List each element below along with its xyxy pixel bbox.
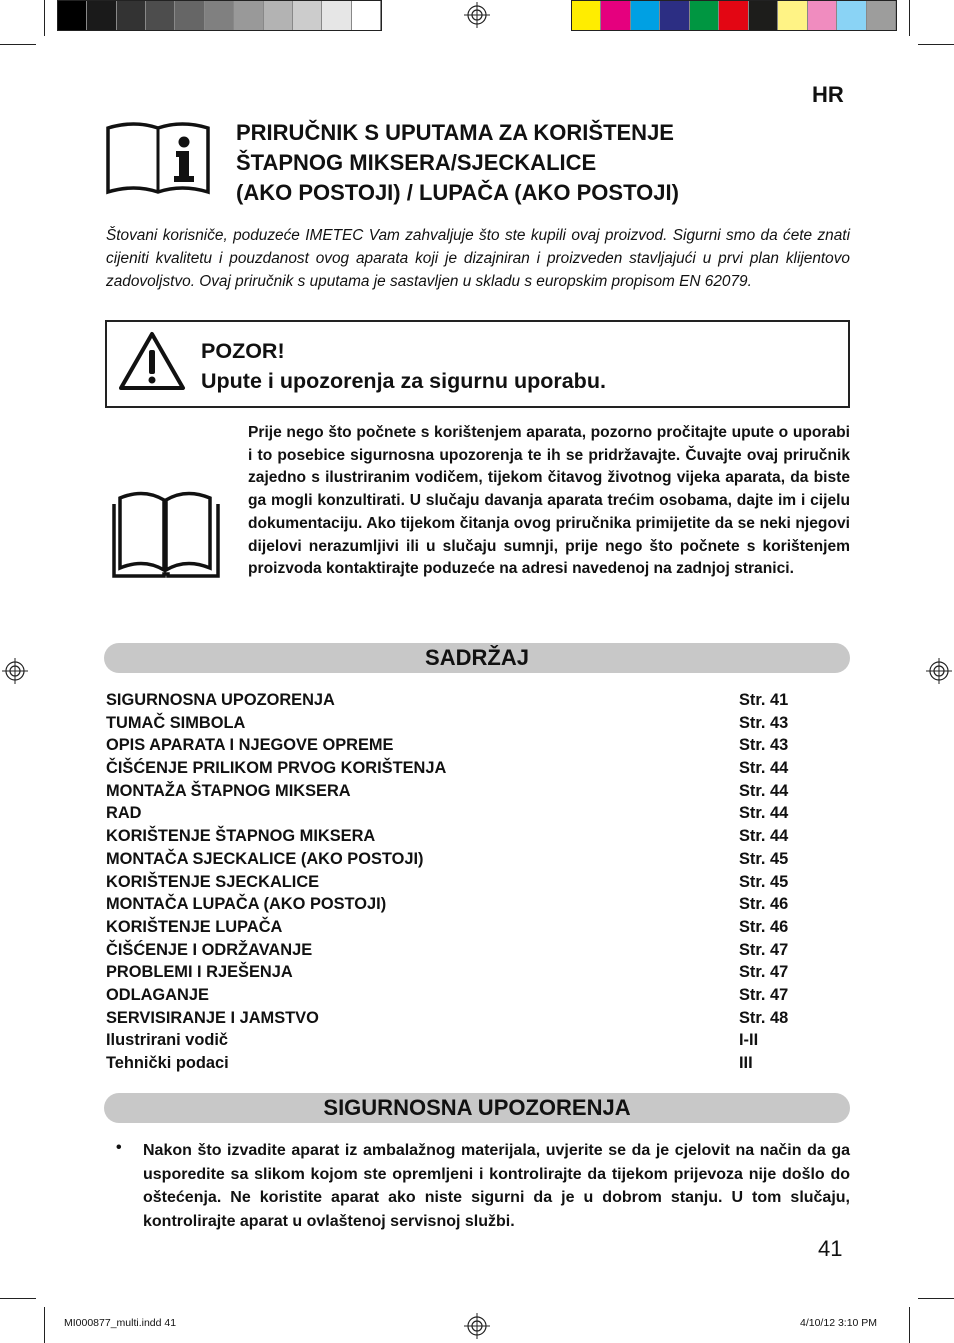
toc-page: Str. 47 — [739, 963, 789, 982]
registration-mark-icon — [2, 658, 28, 684]
crop-mark — [44, 1307, 45, 1343]
toc-page: Str. 46 — [739, 917, 789, 936]
toc-page: Str. 45 — [739, 872, 789, 891]
color-swatch — [58, 1, 87, 30]
crop-mark — [909, 0, 910, 36]
crop-mark — [44, 0, 45, 36]
color-swatch — [234, 1, 263, 30]
warning-subtitle: Upute i upozorenja za sigurnu uporabu. — [201, 369, 606, 393]
crop-mark — [909, 1307, 910, 1343]
color-swatch — [264, 1, 293, 30]
read-manual-paragraph: Prije nego što počnete s korištenjem aparata, pozorno pročitajte upute o uporabi i to posebice sigurnosna upozorenja te ih se pridržavajte. Čuvajte ovaj priručnik zajedno s ilustriranim vodičem, tijekom čitavog životnog vijeka aparata, da biste ga mogli konzultirati. U slučaju davanja aparata trećim osobama, dajte im i cijelu dokumentaciju. Ako tijekom čitanja ovog priručnika primijetite da se neki njegovi dijelovi nerazumljivi ili u slučaju sumnji, prije nego što počnete s korištenjem proizvoda kontaktirajte poduzeće na adresi navedenoj na zadnjoj stranici. — [248, 424, 850, 578]
color-bar — [571, 0, 897, 31]
toc-row — [106, 734, 850, 757]
color-swatch — [690, 1, 719, 30]
toc-page: Str. 44 — [739, 827, 789, 846]
safety-heading: SIGURNOSNA UPOZORENJA — [323, 1095, 631, 1120]
toc-row — [106, 802, 850, 825]
language-code: HR — [812, 82, 844, 107]
toc-row — [106, 1052, 850, 1075]
registration-mark-icon — [464, 2, 490, 28]
toc-page: Str. 41 — [739, 691, 789, 709]
toc-row — [106, 1007, 850, 1030]
toc-label: MONTAŽA ŠTAPNOG MIKSERA — [106, 781, 351, 800]
toc-label: Ilustrirani vodič — [106, 1031, 229, 1050]
color-swatch — [601, 1, 630, 30]
toc-label: Tehnički podaci — [106, 1054, 229, 1072]
color-swatch — [719, 1, 748, 30]
color-swatch — [749, 1, 778, 30]
toc-row — [106, 916, 850, 939]
toc-row — [106, 757, 850, 780]
toc-page: Str. 48 — [739, 1008, 789, 1027]
crop-mark — [918, 1298, 954, 1299]
toc-label: ODLAGANJE — [106, 985, 209, 1004]
read-manual-icon — [106, 486, 224, 580]
toc-row — [106, 848, 850, 871]
toc-row — [106, 939, 850, 962]
toc-page: Str. 44 — [739, 781, 789, 800]
toc-row — [106, 1029, 850, 1052]
page-number: 41 — [818, 1236, 843, 1261]
toc-label: MONTAČA LUPAČA (AKO POSTOJI) — [106, 895, 387, 914]
title-line: PRIRUČNIK S UPUTAMA ZA KORIŠTENJE — [236, 120, 674, 145]
grayscale-bar — [57, 0, 382, 31]
toc-label: MONTAČA SJECKALICE (AKO POSTOJI) — [106, 849, 424, 868]
toc-label: PROBLEMI I RJEŠENJA — [106, 963, 293, 982]
color-swatch — [572, 1, 601, 30]
info-book-icon — [104, 118, 212, 196]
color-swatch — [352, 1, 381, 30]
crop-mark — [0, 1298, 36, 1299]
toc-label: RAD — [106, 804, 142, 823]
toc-row — [106, 893, 850, 916]
crop-mark — [0, 44, 36, 45]
toc-label: KORIŠTENJE LUPAČA — [106, 917, 283, 936]
table-of-contents — [106, 689, 850, 1075]
color-swatch — [631, 1, 660, 30]
title-line: (AKO POSTOJI) / LUPAČA (AKO POSTOJI) — [236, 180, 679, 205]
toc-label: ČIŠĆENJE I ODRŽAVANJE — [106, 940, 313, 959]
title-line: ŠTAPNOG MIKSERA/SJECKALICE — [236, 150, 597, 175]
toc-row — [106, 961, 850, 984]
contents-heading: SADRŽAJ — [425, 645, 529, 670]
color-swatch — [778, 1, 807, 30]
footer-date: 4/10/12 3:10 PM — [800, 1317, 878, 1329]
toc-label: TUMAČ SIMBOLA — [106, 713, 246, 732]
toc-label: KORIŠTENJE SJECKALICE — [106, 872, 320, 891]
intro-paragraph: Štovani korisniče, poduzeće IMETEC Vam zahvaljuje što ste kupili ovaj proizvod. Sigurni smo da ćete znati cijeniti kvalitetu i pouzdanost ovog aparata koji je dizajniran i proizveden stavljajući u prvi plan klijentovo zadovoljstvo. Ovaj priručnik s uputama je sastavljen u skladu s europskim propisom EN 62079. — [106, 227, 850, 290]
toc-label: OPIS APARATA I NJEGOVE OPREME — [106, 736, 394, 755]
toc-page: Str. 43 — [739, 713, 789, 732]
toc-row — [106, 871, 850, 894]
color-swatch — [322, 1, 351, 30]
toc-row — [106, 825, 850, 848]
color-swatch — [808, 1, 837, 30]
color-swatch — [175, 1, 204, 30]
toc-page: Str. 45 — [739, 849, 789, 868]
toc-row — [106, 712, 850, 735]
toc-label: KORIŠTENJE ŠTAPNOG MIKSERA — [106, 827, 376, 846]
color-swatch — [205, 1, 234, 30]
warning-text — [201, 336, 606, 396]
color-swatch — [87, 1, 116, 30]
toc-page: Str. 44 — [739, 804, 789, 823]
footer-file: MI000877_multi.indd 41 — [64, 1317, 177, 1329]
color-swatch — [117, 1, 146, 30]
toc-page: Str. 46 — [739, 895, 789, 914]
toc-row — [106, 780, 850, 803]
safety-item: Nakon što izvadite aparat iz ambalažnog materijala, uvjerite se da je cjelovit na način da ga usporedite sa slikom kojom ste opremljeni i kontrolirajte da tijekom prijevoza nije došlo do oštećenja. Ne koristite aparat ako niste sigurni da je u dobrom stanju. U tom slučaju, kontrolirajte aparat u ovlaštenoj servisnoj službi. — [143, 1142, 850, 1230]
color-swatch — [293, 1, 322, 30]
toc-page: Str. 47 — [739, 985, 789, 1004]
bullet-marker: • — [116, 1139, 122, 1156]
toc-page: I-II — [739, 1031, 759, 1050]
crop-mark — [918, 44, 954, 45]
toc-page: Str. 47 — [739, 940, 789, 959]
warning-triangle-icon — [118, 330, 186, 392]
color-swatch — [867, 1, 896, 30]
toc-row — [106, 689, 850, 712]
toc-page: III — [739, 1054, 753, 1072]
toc-row — [106, 984, 850, 1007]
toc-page: Str. 43 — [739, 736, 789, 755]
registration-mark-icon — [926, 658, 952, 684]
toc-page: Str. 44 — [739, 759, 789, 778]
toc-label: SIGURNOSNA UPOZORENJA — [106, 691, 335, 709]
warning-title: POZOR! — [201, 339, 285, 363]
toc-label: SERVISIRANJE I JAMSTVO — [106, 1008, 319, 1027]
color-swatch — [660, 1, 689, 30]
registration-mark-icon — [464, 1313, 490, 1339]
toc-label: ČIŠĆENJE PRILIKOM PRVOG KORIŠTENJA — [106, 759, 447, 778]
color-swatch — [146, 1, 175, 30]
page-title — [236, 118, 836, 208]
color-swatch — [837, 1, 866, 30]
